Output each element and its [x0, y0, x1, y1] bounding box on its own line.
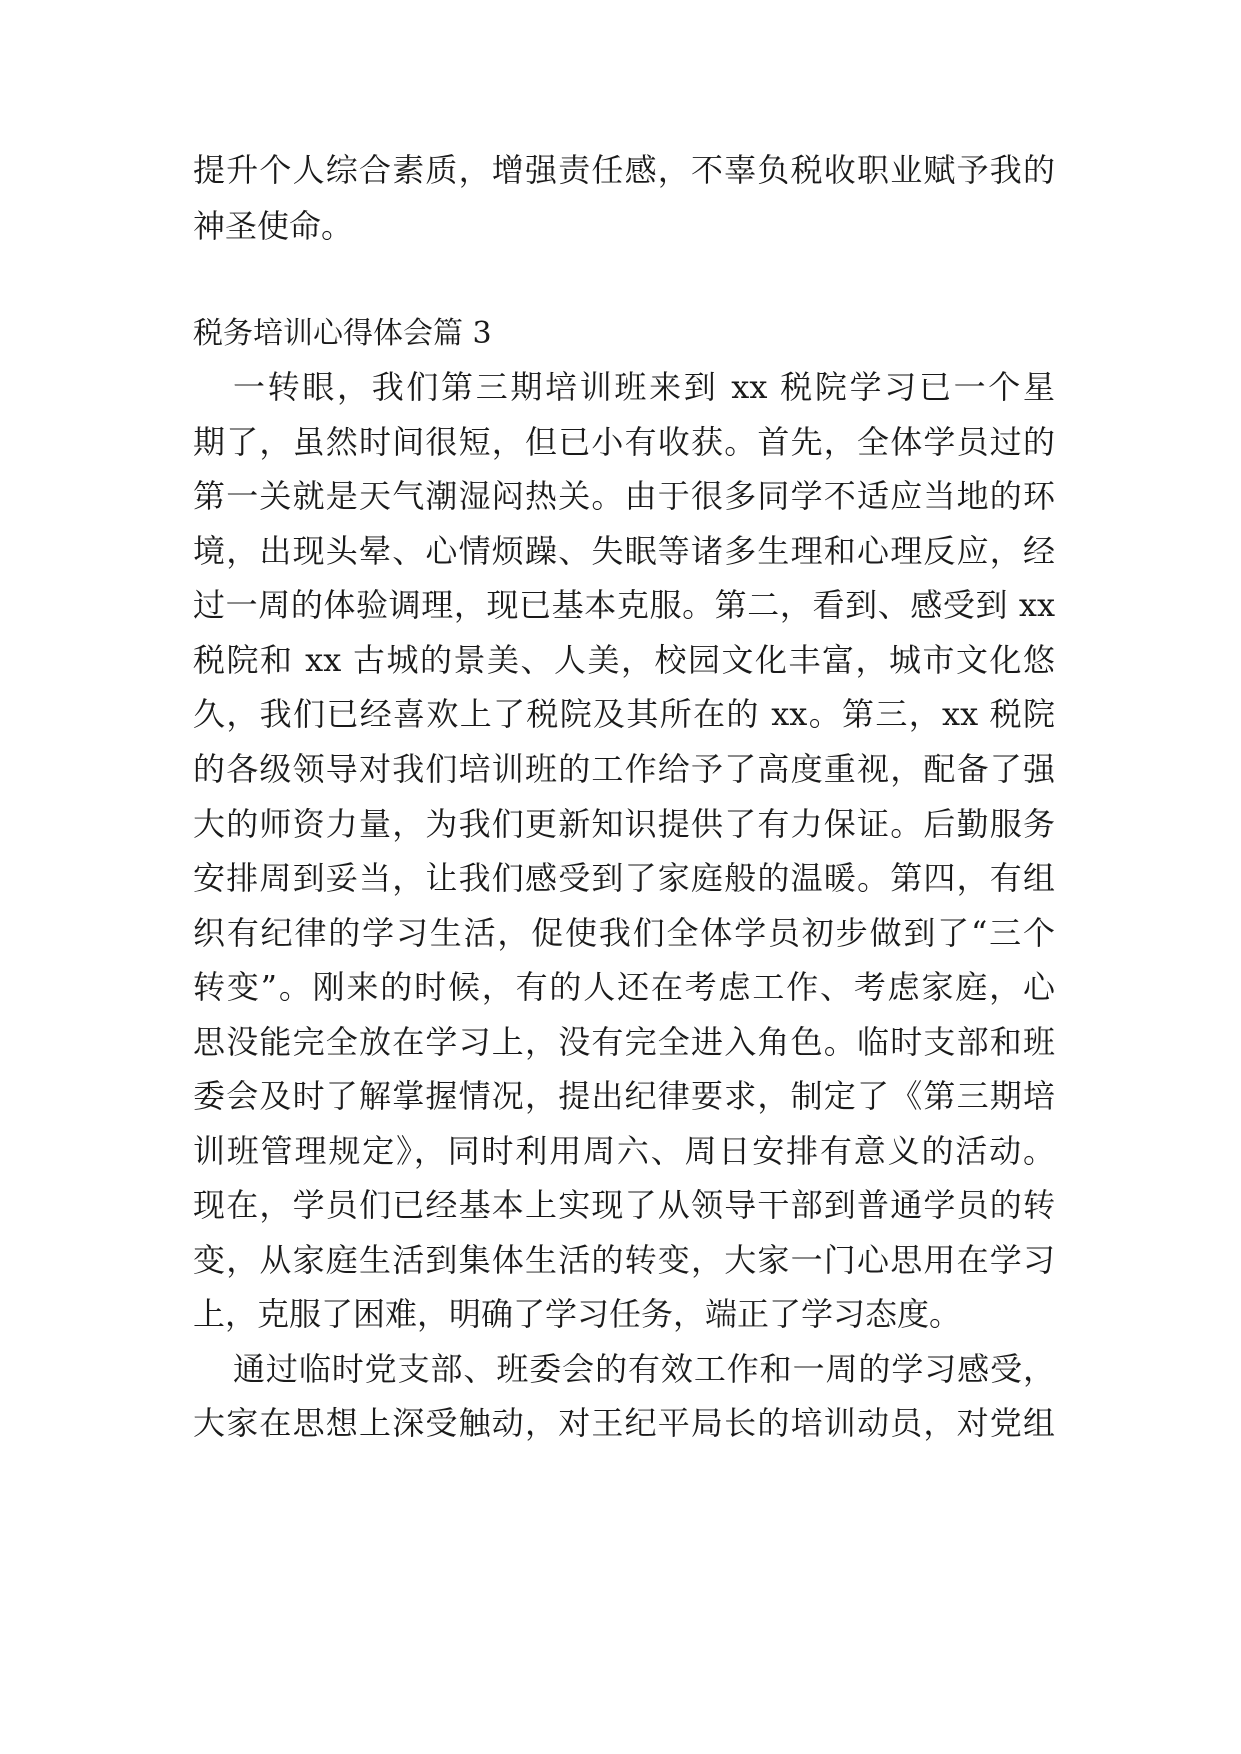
body-text-line: 现在，学员们已经基本上实现了从领导干部到普通学员的转 [193, 1186, 1055, 1224]
body-text-line: 神圣使命。 [193, 207, 354, 245]
body-text-line: 训班管理规定》，同时利用周六、周日安排有意义的活动。 [193, 1132, 1055, 1170]
body-text-line: 境，出现头晕、心情烦躁、失眠等诸多生理和心理反应，经 [193, 532, 1055, 570]
body-text-line: 第一关就是天气潮湿闷热关。由于很多同学不适应当地的环 [193, 477, 1055, 515]
body-text-line: 安排周到妥当，让我们感受到了家庭般的温暖。第四，有组 [193, 859, 1055, 897]
body-text-line: 通过临时党支部、班委会的有效工作和一周的学习感受， [233, 1350, 1055, 1388]
body-text-line: 委会及时了解掌握情况，提出纪律要求，制定了《第三期培 [193, 1077, 1055, 1115]
body-text-line: 一转眼，我们第三期培训班来到 xx 税院学习已一个星 [233, 368, 1055, 406]
body-text-line: 上，克服了困难，明确了学习任务，端正了学习态度。 [193, 1295, 962, 1333]
body-text-line: 久，我们已经喜欢上了税院及其所在的 xx。第三，xx 税院 [193, 695, 1055, 733]
body-text-line: 变，从家庭生活到集体生活的转变，大家一门心思用在学习 [193, 1241, 1055, 1279]
body-text-line: 大家在思想上深受触动，对王纪平局长的培训动员，对党组 [193, 1404, 1055, 1442]
section-heading: 税务培训心得体会篇 3 [193, 316, 492, 351]
body-text-line: 的各级领导对我们培训班的工作给予了高度重视，配备了强 [193, 750, 1055, 788]
body-text-line: 过一周的体验调理，现已基本克服。第二，看到、感受到 xx [193, 586, 1055, 624]
body-text-line: 税院和 xx 古城的景美、人美，校园文化丰富，城市文化悠 [193, 641, 1055, 679]
body-text-line: 大的师资力量，为我们更新知识提供了有力保证。后勤服务 [193, 805, 1055, 843]
body-text-line: 期了，虽然时间很短，但已小有收获。首先，全体学员过的 [193, 423, 1055, 461]
body-text-line: 转变”。刚来的时候，有的人还在考虑工作、考虑家庭，心 [193, 968, 1055, 1006]
body-text-line: 织有纪律的学习生活，促使我们全体学员初步做到了“三个 [193, 914, 1055, 952]
body-text-line: 思没能完全放在学习上，没有完全进入角色。临时支部和班 [193, 1023, 1055, 1061]
body-text-line: 提升个人综合素质，增强责任感，不辜负税收职业赋予我的 [193, 151, 1055, 189]
